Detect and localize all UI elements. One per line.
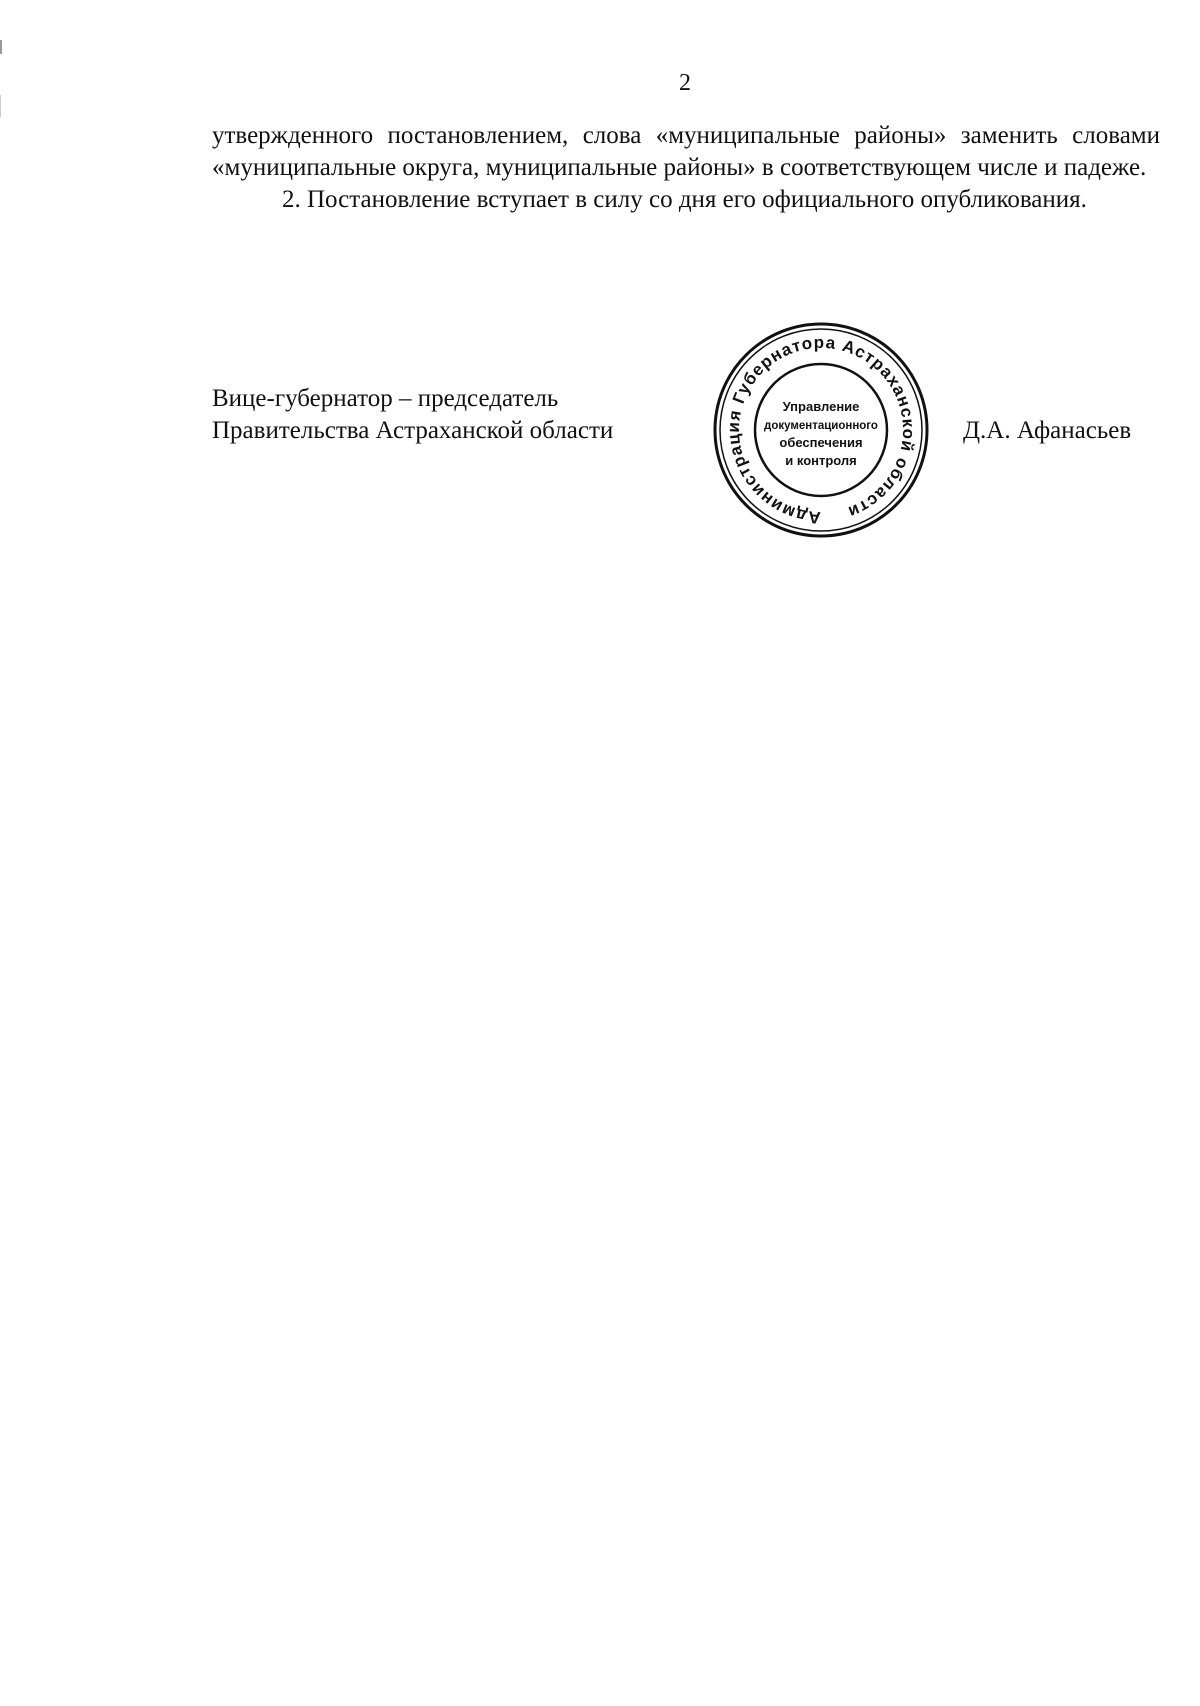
stamp-center-line-1: Управление — [782, 399, 860, 414]
signatory-title-line-2: Правительства Астраханской области — [212, 417, 614, 444]
stamp-center-line-2: документационного — [764, 420, 878, 432]
paragraph-continuation: утвержденного постановлением, слова «муниципальные районы» заменить словами «муниципальные округа, муниципальные районы» в соответствующем числе и падеже. — [212, 122, 1160, 181]
stamp-center-line-4: и контроля — [785, 453, 857, 468]
signatory-name: Д.А. Афанасьев — [963, 417, 1132, 444]
signatory-title-line-1: Вице-губернатор – председатель — [212, 385, 559, 412]
stamp-ring-text: Администрация Губернатора Астраханской области — [723, 332, 919, 528]
official-stamp — [712, 318, 930, 543]
stamp-center-line-3: обеспечения — [779, 435, 863, 450]
page-number: 2 — [679, 70, 691, 96]
scan-artifact — [0, 95, 1, 117]
signatory-title — [212, 383, 613, 447]
paragraph-2: 2. Постановление вступает в силу со дня его официального опубликования. — [282, 186, 1087, 213]
scan-artifact — [0, 40, 2, 54]
document-body — [212, 120, 1160, 216]
